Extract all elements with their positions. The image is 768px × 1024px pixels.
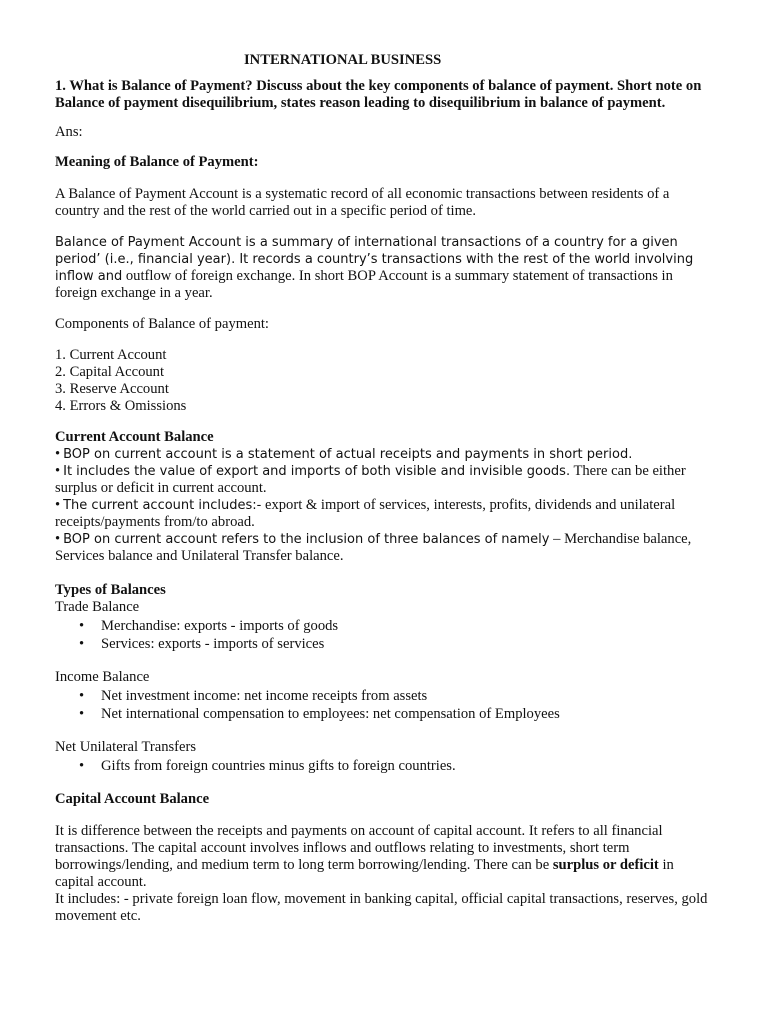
unilateral-transfers-list: [55, 758, 715, 775]
list-item: • Services: exports - imports of services: [101, 636, 715, 653]
answer-label: Ans:: [55, 124, 83, 140]
current-account-bullet-4: • BOP on current account refers to the inclusion of three balances of namely – Merchandise balance, Services balance and Unilateral Transfer balance.: [55, 531, 692, 564]
question-text: 1. What is Balance of Payment? Discuss about the key components of balance of payment. Short note on Balance of payment disequilibrium, states reason leading to disequilibrium in balance of payment.: [55, 78, 702, 111]
meaning-heading: Meaning of Balance of Payment:: [55, 154, 259, 170]
component-item: 2. Capital Account: [55, 364, 165, 380]
trade-balance-label: Trade Balance: [55, 599, 140, 615]
list-item: • Net international compensation to employees: net compensation of Employees: [101, 706, 715, 723]
document-page: [55, 52, 715, 925]
current-account-heading: Current Account Balance: [55, 429, 214, 445]
component-item: 4. Errors & Omissions: [55, 398, 187, 414]
bullet-icon: •: [55, 497, 61, 513]
unilateral-transfers-label: Net Unilateral Transfers: [55, 739, 197, 755]
bullet-icon: •: [55, 446, 61, 462]
list-item: • Net investment income: net income receipts from assets: [101, 688, 715, 705]
meaning-paragraph-1: A Balance of Payment Account is a systematic record of all economic transactions between residents of a country and the rest of the world carried out in a specific period of time.: [55, 186, 670, 219]
capital-account-heading: Capital Account Balance: [55, 791, 210, 807]
component-item: 1. Current Account: [55, 347, 167, 363]
bullet-icon: •: [55, 531, 61, 547]
components-intro: Components of Balance of payment:: [55, 316, 269, 332]
bullet-icon: •: [55, 463, 61, 479]
surplus-deficit-emphasis: surplus or deficit: [552, 857, 659, 873]
types-heading: Types of Balances: [55, 582, 166, 598]
income-balance-list: [55, 688, 715, 723]
components-list: [55, 347, 715, 415]
component-item: 3. Reserve Account: [55, 381, 169, 397]
list-item: • Merchandise: exports - imports of goods: [101, 618, 715, 635]
current-account-bullet-2: • It includes the value of export and imports of both visible and invisible goods. There can be either surplus or deficit in current account.: [55, 463, 686, 496]
meaning-paragraph-2-rest: outflow of foreign exchange. In short BOP Account is a summary statement of transactions in foreign exchange in a year.: [55, 268, 673, 301]
income-balance-label: Income Balance: [55, 669, 150, 685]
capital-account-paragraph-1: It is difference between the receipts and payments on account of capital account. It refers to all financial transactions. The capital account involves inflows and outflows relating to investments, short term borrowings/lending, and medium term to long term borrowing/lending. There can be surplus or deficit in capital account.: [55, 823, 674, 890]
current-account-bullet-3: • The current account includes:- export & import of services, interests, profits, dividends and unilateral receipts/payments from/to abroad.: [55, 497, 676, 530]
types-section: [55, 582, 715, 775]
list-item: • Gifts from foreign countries minus gifts to foreign countries.: [101, 758, 715, 775]
meaning-paragraph-2-sans: Balance of Payment Account is a summary of international transactions of a country for a given period’ (i.e., financial year). It records a country’s transactions with the rest of the world involving inflow and: [55, 235, 694, 284]
current-account-bullet-1: • BOP on current account is a statement of actual receipts and payments in short period.: [55, 446, 633, 462]
meaning-paragraph-2: [55, 234, 715, 302]
document-title: INTERNATIONAL BUSINESS: [244, 52, 442, 68]
trade-balance-list: [55, 618, 715, 653]
capital-account-paragraph-2: It includes: - private foreign loan flow, movement in banking capital, official capital transactions, reserves, gold movement etc.: [55, 891, 708, 924]
current-account-section: [55, 429, 715, 565]
